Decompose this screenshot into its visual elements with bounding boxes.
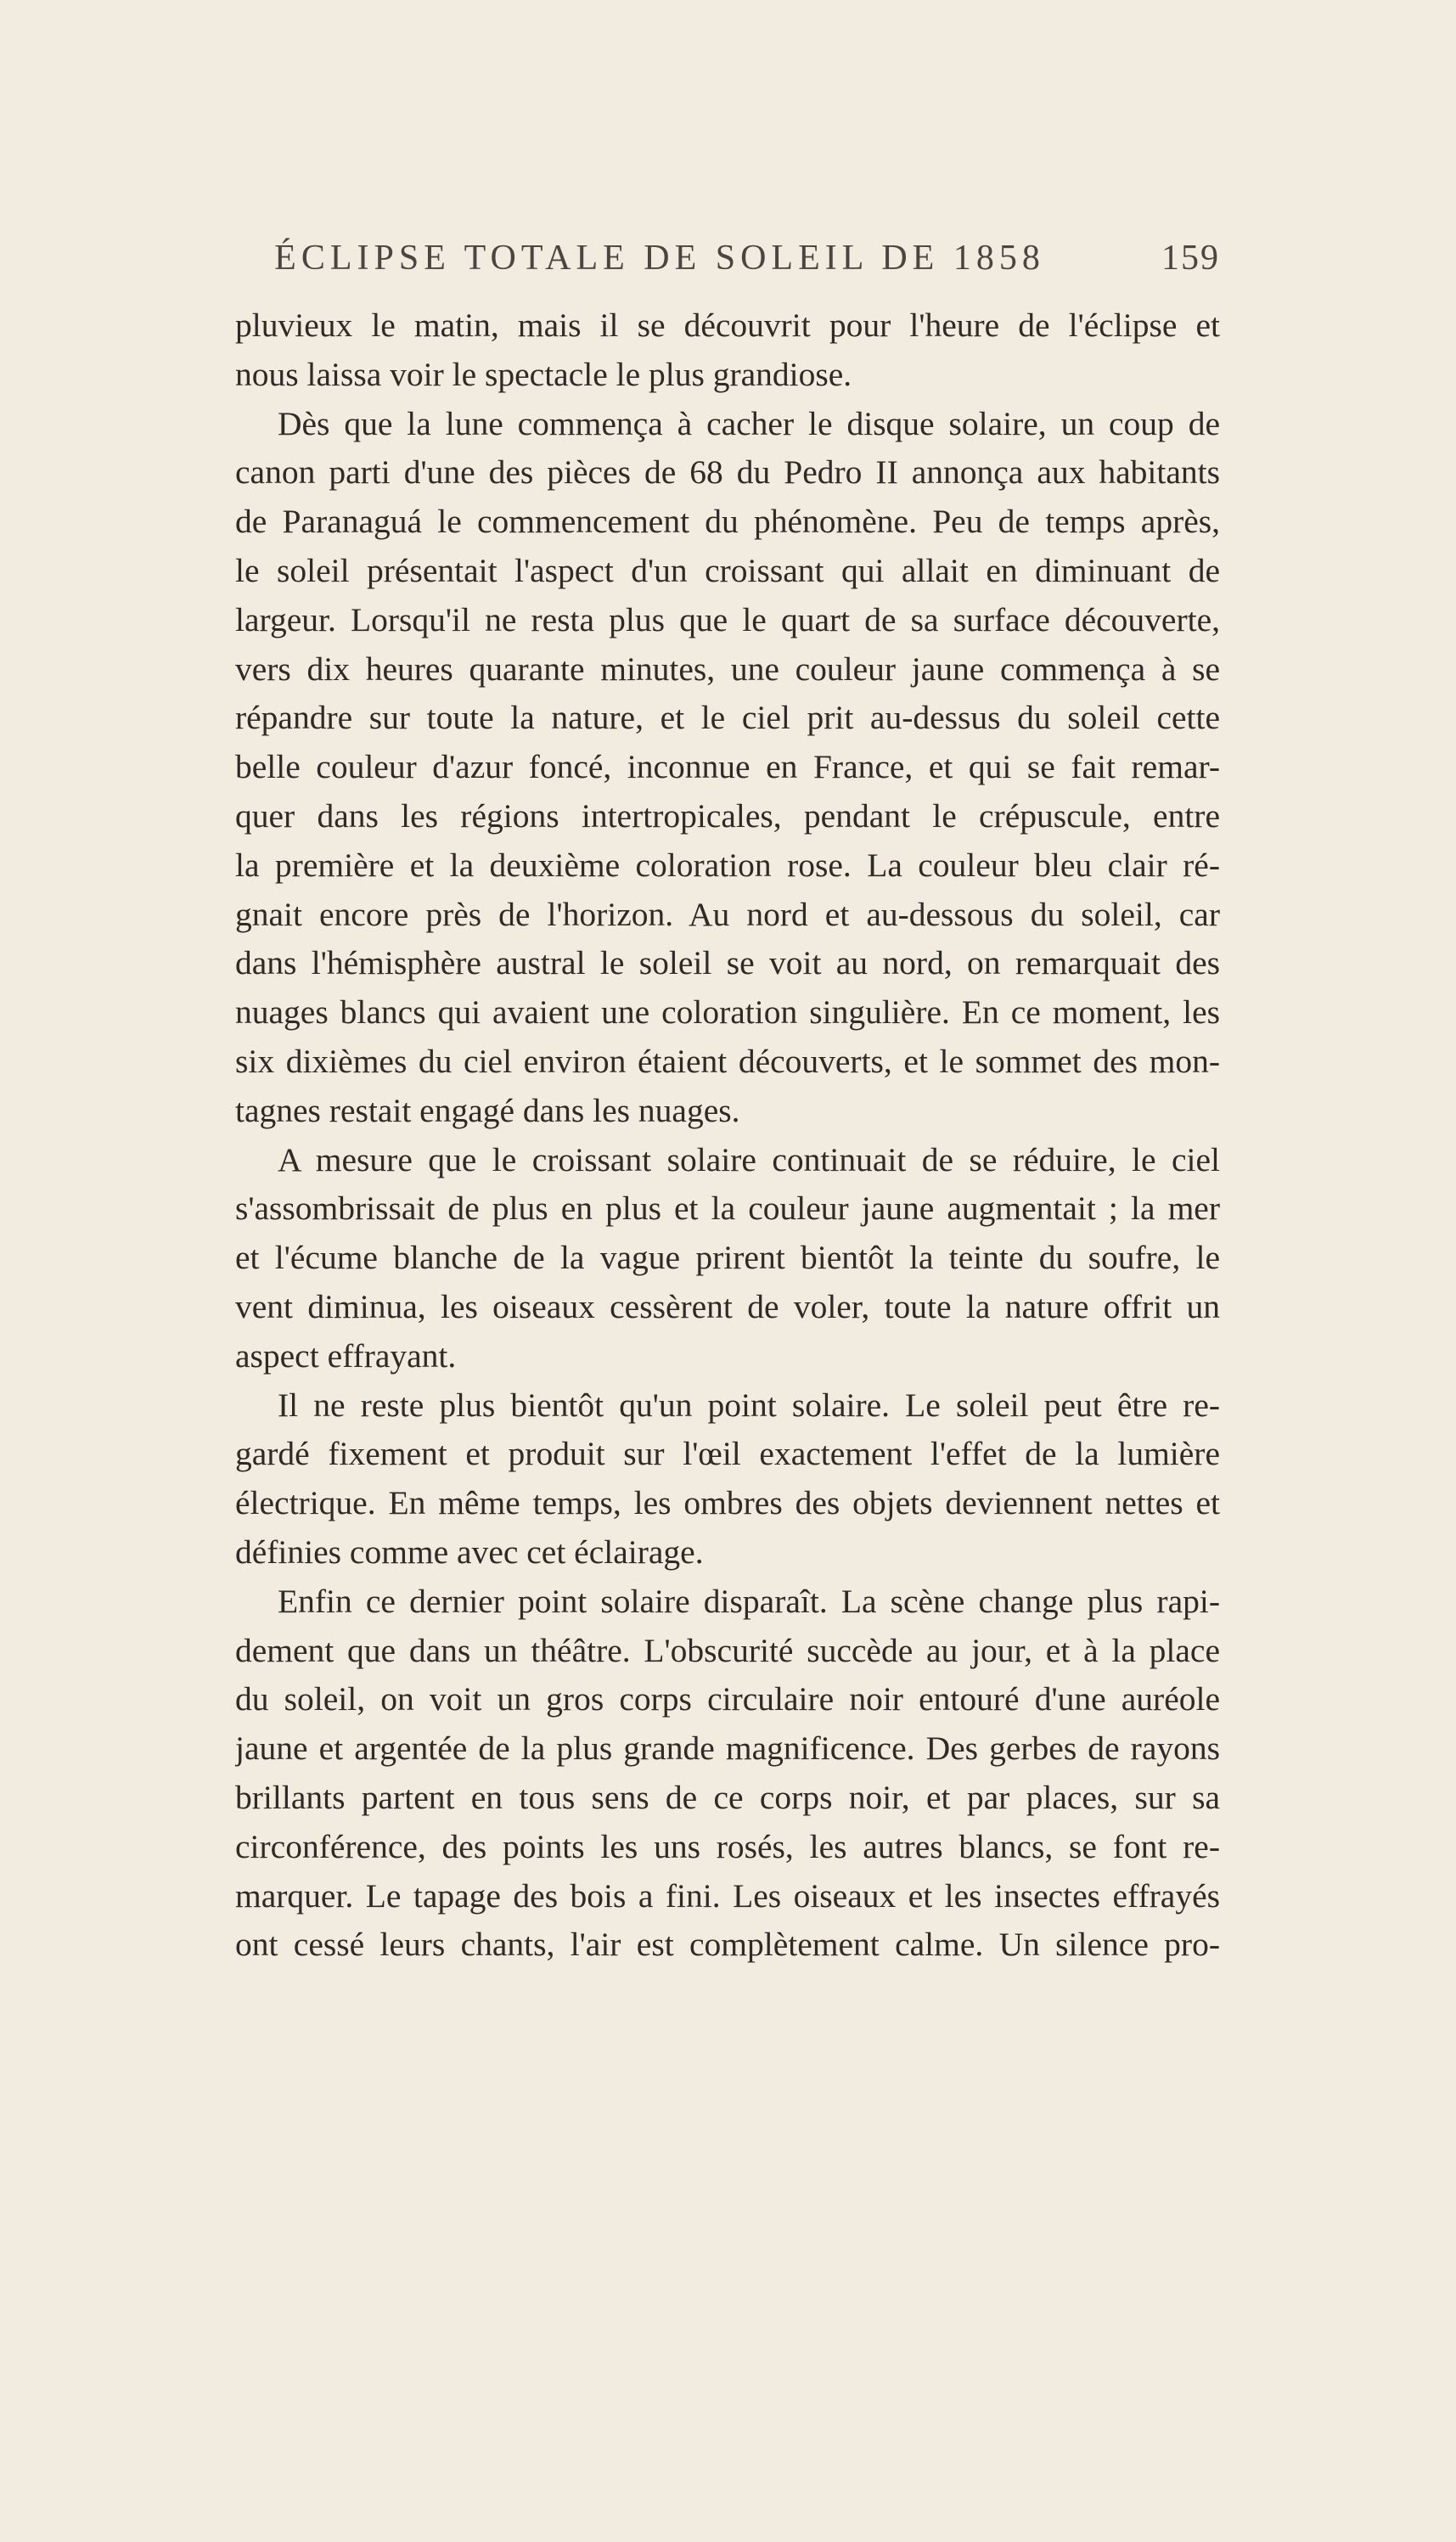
text-line: nous laissa voir le spectacle le plus grandiose. [235,355,852,393]
text-line: vent diminua, les oiseaux cessèrent de voler, toute la nature offrit un [235,1287,1220,1325]
text-line: gnait encore près de l'horizon. Au nord et au-dessous du soleil, car [235,895,1220,933]
text-line: aspect effrayant. [235,1336,457,1375]
text-line: s'assombrissait de plus en plus et la couleur jaune augmentait ; la mer [235,1189,1220,1228]
running-title: ÉCLIPSE TOTALE DE SOLEIL DE 1858 [274,239,1045,278]
text-line: quer dans les régions intertropicales, pendant le crépuscule, entre [235,796,1220,835]
text-line: électrique. En même temps, les ombres des objets deviennent nettes et [235,1484,1220,1522]
text-line: dans l'hémisphère austral le soleil se voit au nord, on remarquait des [235,944,1220,982]
text-line: circonférence, des points les uns rosés, les autres blancs, se font re- [235,1827,1220,1865]
running-head [235,238,1220,280]
text-line: ont cessé leurs chants, l'air est complètement calme. Un silence pro- [235,1926,1220,1964]
text-line: Il ne reste plus bientôt qu'un point solaire. Le soleil peut être re- [278,1386,1220,1424]
text-line: largeur. Lorsqu'il ne resta plus que le quart de sa surface découverte, [235,600,1220,638]
text-line: dement que dans un théâtre. L'obscurité succède au jour, et à la place [235,1631,1220,1669]
page-number: 159 [1161,239,1220,278]
text-line: A mesure que le croissant solaire continuait de se réduire, le ciel [278,1140,1220,1178]
text-line: belle couleur d'azur foncé, inconnue en France, et qui se fait remar- [235,748,1220,786]
text-line: de Paranaguá le commencement du phénomène. Peu de temps après, [235,503,1220,541]
text-line: gardé fixement et produit sur l'œil exactement l'effet de la lumière [235,1435,1220,1473]
text-line: marquer. Le tapage des bois a fini. Les oiseaux et les insectes effrayés [235,1876,1220,1915]
text-line: pluvieux le matin, mais il se découvrit pour l'heure de l'éclipse et [235,307,1220,344]
text-line: du soleil, on voit un gros corps circulaire noir entouré d'une auréole [235,1680,1220,1718]
text-line: vers dix heures quarante minutes, une couleur jaune commença à se [235,650,1220,688]
text-line: Enfin ce dernier point solaire disparaît. La scène change plus rapi- [278,1582,1220,1620]
body-text [235,301,1220,1970]
text-line: et l'écume blanche de la vague prirent bientôt la teinte du soufre, le [235,1239,1220,1277]
text-line: jaune et argentée de la plus grande magnificence. Des gerbes de rayons [235,1729,1220,1768]
text-line: canon parti d'une des pièces de 68 du Pedro II annonça aux habitants [235,453,1220,492]
text-line: répandre sur toute la nature, et le ciel prit au-dessus du soleil cette [235,699,1220,737]
text-line: nuages blancs qui avaient une coloration singulière. En ce moment, les [235,993,1220,1032]
text-line: le soleil présentait l'aspect d'un croissant qui allait en diminuant de [235,551,1220,589]
text-line: tagnes restait engagé dans les nuages. [235,1091,740,1129]
text-line: Dès que la lune commença à cacher le disque solaire, un coup de [278,404,1220,442]
text-line: définies comme avec cet éclairage. [235,1533,704,1571]
text-line: la première et la deuxième coloration rose. La couleur bleu clair ré- [235,846,1220,884]
text-line: six dixièmes du ciel environ étaient découverts, et le sommet des mon- [235,1042,1220,1080]
text-line: brillants partent en tous sens de ce corps noir, et par places, sur sa [235,1778,1220,1816]
